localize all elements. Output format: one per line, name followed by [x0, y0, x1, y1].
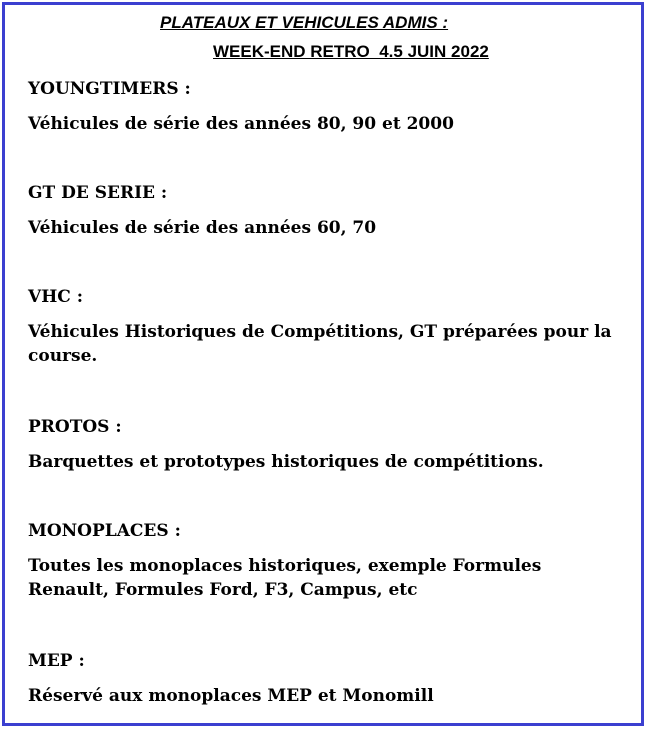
section-vhc — [28, 286, 628, 368]
section-description: Réservé aux monoplaces MEP et Monomill — [28, 686, 434, 706]
document-title: PLATEAUX ET VEHICULES ADMIS : — [160, 13, 449, 32]
section-description: Toutes les monoplaces historiques, exemple Formules Renault, Formules Ford, F3, Campus, etc — [28, 556, 542, 600]
section-heading: PROTOS : — [28, 417, 122, 437]
section-mep — [28, 650, 628, 708]
section-heading: MONOPLACES : — [28, 521, 181, 541]
section-heading: VHC : — [28, 287, 83, 307]
section-heading: YOUNGTIMERS : — [28, 79, 191, 99]
section-gt-de-serie — [28, 182, 628, 240]
event-subtitle: WEEK-END RETRO 4.5 JUIN 2022 — [213, 42, 489, 61]
section-description: Barquettes et prototypes historiques de compétitions. — [28, 452, 544, 472]
section-protos — [28, 416, 628, 474]
section-description: Véhicules de série des années 60, 70 — [28, 218, 377, 238]
section-monoplaces — [28, 520, 628, 602]
section-description: Véhicules de série des années 80, 90 et 2000 — [28, 114, 454, 134]
section-youngtimers — [28, 78, 628, 136]
section-heading: MEP : — [28, 651, 85, 671]
document-frame — [2, 2, 644, 726]
section-description: Véhicules Historiques de Compétitions, GT préparées pour la course. — [28, 322, 612, 366]
section-heading: GT DE SERIE : — [28, 183, 168, 203]
